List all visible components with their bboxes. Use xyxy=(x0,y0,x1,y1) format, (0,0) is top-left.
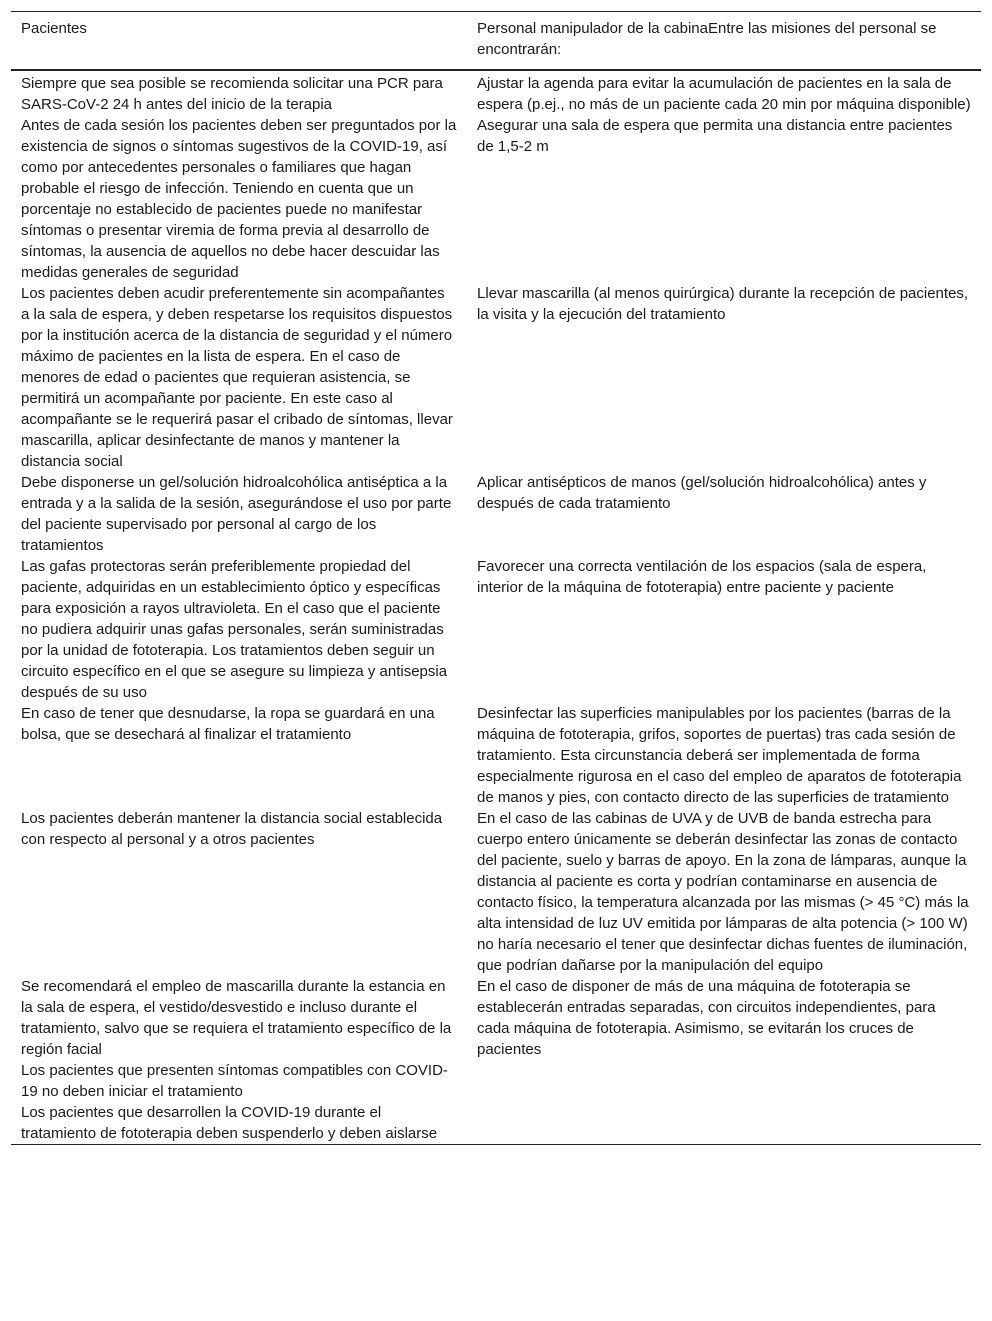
header-row xyxy=(11,12,981,70)
cell-personal: Ajustar la agenda para evitar la acumulación de pacientes en la sala de espera (p.ej., no más de un paciente cada 20 min por máquina disponible) xyxy=(477,75,971,113)
cell-personal xyxy=(467,1060,981,1102)
protocol-table-container xyxy=(11,11,981,1145)
cell-personal: Favorecer una correcta ventilación de los espacios (sala de espera, interior de la máquina de fototerapia) entre paciente y paciente xyxy=(477,558,927,596)
table-row xyxy=(11,556,981,703)
table-row xyxy=(11,1060,981,1102)
table-body xyxy=(11,70,981,1144)
table-row xyxy=(11,70,981,115)
cell-personal: En el caso de las cabinas de UVA y de UVB de banda estrecha para cuerpo entero únicamente se deberán desinfectar las zonas de contacto del paciente, suelo y barras de apoyo. En la zona de lámparas, aunque la distancia al paciente es corta y podrían contaminarse en ausencia de contacto físico, la temperatura alcanzada por las mismas (> 45 °C) más la alta intensidad de luz UV emitida por lámparas de alta potencia (> 100 W) no haría necesario el tener que desinfectar dichas fuentes de iluminación, que podrían dañarse por la manipulación del equipo xyxy=(477,810,969,974)
cell-pacientes: En caso de tener que desnudarse, la ropa se guardará en una bolsa, que se desechará al finalizar el tratamiento xyxy=(21,705,435,743)
cell-pacientes: Siempre que sea posible se recomienda solicitar una PCR para SARS-CoV-2 24 h antes del inicio de la terapia xyxy=(21,75,443,113)
table-row xyxy=(11,976,981,1060)
cell-pacientes: Los pacientes que desarrollen la COVID-19 durante el tratamiento de fototerapia deben suspenderlo y deben aislarse xyxy=(21,1104,438,1142)
cell-personal: Aplicar antisépticos de manos (gel/solución hidroalcohólica) antes y después de cada tratamiento xyxy=(477,474,927,512)
table-row xyxy=(11,115,981,283)
table-row xyxy=(11,283,981,472)
cell-pacientes: Los pacientes deben acudir preferentemente sin acompañantes a la sala de espera, y deben respetarse los requisitos dispuestos por la institución acerca de la distancia de seguridad y el número máximo de pacientes en la lista de espera. En el caso de menores de edad o pacientes que requieran asistencia, se permitirá un acompañante por paciente. En este caso al acompañante se le requerirá pasar el cribado de síntomas, llevar mascarilla, aplicar desinfectante de manos y mantener la distancia social xyxy=(21,285,453,470)
cell-pacientes: Se recomendará el empleo de mascarilla durante la estancia en la sala de espera, el vestido/desvestido e incluso durante el tratamiento, salvo que se requiera el tratamiento específico de la región facial xyxy=(21,978,452,1058)
cell-pacientes: Los pacientes que presenten síntomas compatibles con COVID-19 no deben iniciar el tratamiento xyxy=(21,1062,448,1100)
cell-pacientes: Antes de cada sesión los pacientes deben ser preguntados por la existencia de signos o síntomas sugestivos de la COVID-19, así como por antecedentes personales o familiares que hagan probable el riesgo de infección. Teniendo en cuenta que un porcentaje no establecido de pacientes puede no manifestar síntomas o presentar viremia de forma previa al desarrollo de síntomas, la ausencia de aquellos no debe hacer descuidar las medidas generales de seguridad xyxy=(21,117,457,281)
table-row xyxy=(11,472,981,556)
cell-personal xyxy=(467,1102,981,1144)
cell-personal: En el caso de disponer de más de una máquina de fototerapia se establecerán entradas separadas, con circuitos independientes, para cada máquina de fototerapia. Asimismo, se evitarán los cruces de pacientes xyxy=(477,978,936,1058)
cell-personal: Asegurar una sala de espera que permita una distancia entre pacientes de 1,5-2 m xyxy=(477,117,953,155)
table-row xyxy=(11,1102,981,1144)
table-header xyxy=(11,12,981,70)
table-row xyxy=(11,808,981,976)
cell-personal: Desinfectar las superficies manipulables por los pacientes (barras de la máquina de fototerapia, grifos, soportes de puertas) tras cada sesión de tratamiento. Esta circunstancia deberá ser implementada de forma especialmente rigurosa en el caso del empleo de aparatos de fototerapia de manos y pies, con contacto directo de las superficies de tratamiento xyxy=(477,705,962,806)
column-header-personal: Personal manipulador de la cabinaEntre las misiones del personal se encontrarán: xyxy=(467,12,981,70)
cell-pacientes: Los pacientes deberán mantener la distancia social establecida con respecto al personal y a otros pacientes xyxy=(21,810,443,848)
cell-personal: Llevar mascarilla (al menos quirúrgica) durante la recepción de pacientes, la visita y la ejecución del tratamiento xyxy=(477,285,969,323)
cell-pacientes: Las gafas protectoras serán preferiblemente propiedad del paciente, adquiridas en un establecimiento óptico y específicas para exposición a rayos ultravioleta. En el caso que el paciente no pudiera adquirir unas gafas personales, serán suministradas por la unidad de fototerapia. Los tratamientos deben seguir un circuito específico en el que se asegure su limpieza y antisepsia después de su uso xyxy=(21,558,448,701)
table-row xyxy=(11,703,981,808)
protocol-table xyxy=(11,12,981,1144)
cell-pacientes: Debe disponerse un gel/solución hidroalcohólica antiséptica a la entrada y a la salida de la sesión, asegurándose el uso por parte del paciente supervisado por personal al cargo de los tratamientos xyxy=(21,474,452,554)
column-header-pacientes: Pacientes xyxy=(11,12,467,70)
